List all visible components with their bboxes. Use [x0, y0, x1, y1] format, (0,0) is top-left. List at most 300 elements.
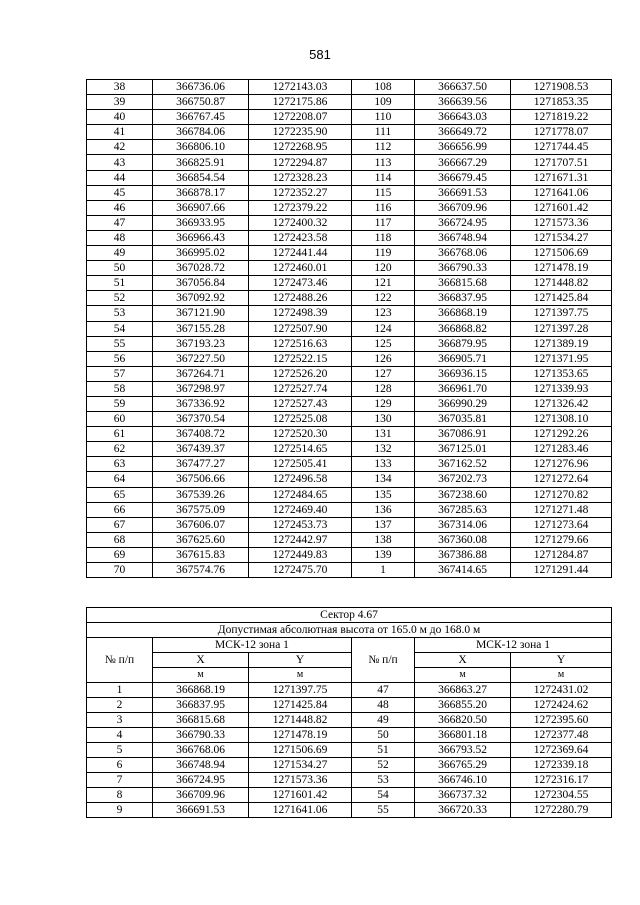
table-cell: 55 [352, 803, 415, 818]
table-cell: 367238.60 [415, 487, 511, 502]
table-cell: 123 [352, 306, 415, 321]
table-cell: 367360.08 [415, 532, 511, 547]
table-row [87, 155, 612, 170]
table-cell: 7 [87, 773, 153, 788]
table-cell: 70 [87, 563, 153, 578]
table-cell: 367264.71 [153, 366, 249, 381]
table-cell: 366868.19 [415, 306, 511, 321]
table-cell: 1271641.06 [511, 185, 612, 200]
table-cell: 133 [352, 457, 415, 472]
height-range: Допустимая абсолютная высота от 165.0 м до 168.0 м [87, 623, 612, 638]
table-row [87, 442, 612, 457]
table-cell: 1271292.26 [511, 427, 612, 442]
table-cell: 68 [87, 532, 153, 547]
table-cell: 135 [352, 487, 415, 502]
table-cell: 366820.50 [415, 713, 511, 728]
table-row [87, 170, 612, 185]
table-cell: 56 [87, 351, 153, 366]
table-cell: 134 [352, 472, 415, 487]
table-cell: 366907.66 [153, 200, 249, 215]
sector-title: Сектор 4.67 [87, 608, 612, 623]
table-cell: 1272268.95 [249, 140, 352, 155]
table-cell: 367314.06 [415, 517, 511, 532]
table-cell: 366855.20 [415, 698, 511, 713]
table-cell: 366868.19 [153, 683, 249, 698]
table-row [87, 472, 612, 487]
table-cell: 367477.27 [153, 457, 249, 472]
table-cell: 121 [352, 276, 415, 291]
table-cell: 367035.81 [415, 412, 511, 427]
table-cell: 41 [87, 125, 153, 140]
table-row [87, 80, 612, 95]
table-cell: 1271853.35 [511, 95, 612, 110]
table-cell: 367092.92 [153, 291, 249, 306]
table-cell: 1272304.55 [511, 788, 612, 803]
y-header-left: Y [249, 653, 352, 668]
table-cell: 366709.96 [415, 200, 511, 215]
table-cell: 1272424.62 [511, 698, 612, 713]
table-cell: 42 [87, 140, 153, 155]
table-cell: 109 [352, 95, 415, 110]
table-row [87, 110, 612, 125]
table-cell: 367336.92 [153, 396, 249, 411]
table-cell: 51 [87, 276, 153, 291]
table-cell: 64 [87, 472, 153, 487]
table-cell: 366825.91 [153, 155, 249, 170]
table-cell: 366790.33 [153, 728, 249, 743]
table-cell: 124 [352, 321, 415, 336]
table-cell: 49 [87, 246, 153, 261]
table-row [87, 743, 612, 758]
table-cell: 1272475.70 [249, 563, 352, 578]
table-cell: 1272460.01 [249, 261, 352, 276]
table-cell: 366933.95 [153, 215, 249, 230]
x-header-right: X [415, 653, 511, 668]
table-cell: 54 [87, 321, 153, 336]
table-cell: 1271601.42 [511, 200, 612, 215]
table-cell: 366720.33 [415, 803, 511, 818]
table-cell: 366691.53 [153, 803, 249, 818]
table-cell: 366790.33 [415, 261, 511, 276]
table-cell: 366679.45 [415, 170, 511, 185]
table-cell: 45 [87, 185, 153, 200]
table-cell: 1272235.90 [249, 125, 352, 140]
table-cell: 1271641.06 [249, 803, 352, 818]
table-cell: 1272441.44 [249, 246, 352, 261]
table-cell: 5 [87, 743, 153, 758]
table-cell: 366806.10 [153, 140, 249, 155]
table-cell: 50 [87, 261, 153, 276]
table-cell: 4 [87, 728, 153, 743]
table-cell: 366643.03 [415, 110, 511, 125]
table-cell: 367028.72 [153, 261, 249, 276]
table-row [87, 728, 612, 743]
table-cell: 1271326.42 [511, 396, 612, 411]
table-cell: 1272516.63 [249, 336, 352, 351]
table-cell: 1272316.17 [511, 773, 612, 788]
table-cell: 366837.95 [153, 698, 249, 713]
table-cell: 367298.97 [153, 381, 249, 396]
table-cell: 1271908.53 [511, 80, 612, 95]
table-cell: 52 [352, 758, 415, 773]
table-cell: 1271601.42 [249, 788, 352, 803]
table-cell: 1271353.65 [511, 366, 612, 381]
table-cell: 366656.99 [415, 140, 511, 155]
table-cell: 366709.96 [153, 788, 249, 803]
table-cell: 1272507.90 [249, 321, 352, 336]
unit-y-right: м [511, 668, 612, 683]
system-header-left: МСК-12 зона 1 [153, 638, 352, 653]
table-cell: 1272525.08 [249, 412, 352, 427]
table-cell: 116 [352, 200, 415, 215]
table-cell: 366815.68 [153, 713, 249, 728]
table-cell: 367086.91 [415, 427, 511, 442]
table-cell: 1272453.73 [249, 517, 352, 532]
table-row [87, 321, 612, 336]
table-cell: 1271272.64 [511, 472, 612, 487]
table-cell: 63 [87, 457, 153, 472]
table-row [87, 803, 612, 818]
table-cell: 1271506.69 [249, 743, 352, 758]
table-cell: 367155.28 [153, 321, 249, 336]
table-cell: 366649.72 [415, 125, 511, 140]
table-cell: 366793.52 [415, 743, 511, 758]
table-cell: 1271448.82 [249, 713, 352, 728]
table-row [87, 230, 612, 245]
table-cell: 367506.66 [153, 472, 249, 487]
table-cell: 1271534.27 [511, 230, 612, 245]
table-cell: 367125.01 [415, 442, 511, 457]
table-cell: 1271573.36 [511, 215, 612, 230]
table-cell: 117 [352, 215, 415, 230]
table-row [87, 773, 612, 788]
table-cell: 131 [352, 427, 415, 442]
table-cell: 114 [352, 170, 415, 185]
table-cell: 1272484.65 [249, 487, 352, 502]
table-cell: 366637.50 [415, 80, 511, 95]
table-cell: 366966.43 [153, 230, 249, 245]
num-header-right: № п/п [352, 638, 415, 683]
table-cell: 1271270.82 [511, 487, 612, 502]
num-header-left: № п/п [87, 638, 153, 683]
table-cell: 126 [352, 351, 415, 366]
table-cell: 367386.88 [415, 547, 511, 562]
table-cell: 1272280.79 [511, 803, 612, 818]
table-cell: 122 [352, 291, 415, 306]
table-cell: 367121.90 [153, 306, 249, 321]
table-cell: 366768.06 [153, 743, 249, 758]
table-row [87, 427, 612, 442]
table-cell: 366990.29 [415, 396, 511, 411]
table-cell: 1271397.75 [249, 683, 352, 698]
table-cell: 1272505.41 [249, 457, 352, 472]
table-cell: 120 [352, 261, 415, 276]
table-row [87, 788, 612, 803]
table-cell: 1271425.84 [249, 698, 352, 713]
table-cell: 1271744.45 [511, 140, 612, 155]
table-cell: 366691.53 [415, 185, 511, 200]
table-cell: 366748.94 [415, 230, 511, 245]
table-cell: 366768.06 [415, 246, 511, 261]
table-cell: 367539.26 [153, 487, 249, 502]
table-cell: 366746.10 [415, 773, 511, 788]
table-cell: 1272352.27 [249, 185, 352, 200]
table-row [87, 276, 612, 291]
table-cell: 3 [87, 713, 153, 728]
table-cell: 38 [87, 80, 153, 95]
page-number: 581 [309, 47, 331, 62]
table-cell: 137 [352, 517, 415, 532]
table-cell: 367575.09 [153, 502, 249, 517]
table-cell: 1 [352, 563, 415, 578]
table-cell: 366815.68 [415, 276, 511, 291]
table-cell: 366878.17 [153, 185, 249, 200]
table-cell: 130 [352, 412, 415, 427]
table-row [87, 698, 612, 713]
table-cell: 69 [87, 547, 153, 562]
table-row [87, 215, 612, 230]
table-cell: 1272208.07 [249, 110, 352, 125]
table-cell: 125 [352, 336, 415, 351]
table-row [87, 200, 612, 215]
table-cell: 1271448.82 [511, 276, 612, 291]
table-cell: 366765.29 [415, 758, 511, 773]
table-row [87, 713, 612, 728]
table-row [87, 381, 612, 396]
table-cell: 61 [87, 427, 153, 442]
table-cell: 1271707.51 [511, 155, 612, 170]
table-cell: 1271478.19 [249, 728, 352, 743]
table-cell: 366736.06 [153, 80, 249, 95]
table-cell: 1272400.32 [249, 215, 352, 230]
table-row [87, 306, 612, 321]
table-cell: 136 [352, 502, 415, 517]
table-cell: 8 [87, 788, 153, 803]
table-cell: 1271506.69 [511, 246, 612, 261]
table-cell: 366750.87 [153, 95, 249, 110]
table-cell: 1272328.23 [249, 170, 352, 185]
table-row [87, 547, 612, 562]
table-cell: 1272377.48 [511, 728, 612, 743]
table-row [87, 125, 612, 140]
table-cell: 39 [87, 95, 153, 110]
table-cell: 1271573.36 [249, 773, 352, 788]
unit-x-left: м [153, 668, 249, 683]
sector-4-67-table [86, 607, 612, 818]
table-cell: 47 [87, 215, 153, 230]
table-cell: 55 [87, 336, 153, 351]
table-cell: 1272294.87 [249, 155, 352, 170]
table-cell: 1272526.20 [249, 366, 352, 381]
table-cell: 139 [352, 547, 415, 562]
table-cell: 59 [87, 396, 153, 411]
table-row [87, 185, 612, 200]
table-row [87, 563, 612, 578]
table-cell: 128 [352, 381, 415, 396]
table-cell: 43 [87, 155, 153, 170]
table-cell: 1272143.03 [249, 80, 352, 95]
table-cell: 1272527.43 [249, 396, 352, 411]
table-cell: 366854.54 [153, 170, 249, 185]
table-cell: 48 [352, 698, 415, 713]
table-cell: 1272488.26 [249, 291, 352, 306]
table-cell: 366905.71 [415, 351, 511, 366]
table-cell: 49 [352, 713, 415, 728]
table-cell: 127 [352, 366, 415, 381]
table-cell: 58 [87, 381, 153, 396]
table-row [87, 95, 612, 110]
table-cell: 1272369.64 [511, 743, 612, 758]
table-cell: 1271308.10 [511, 412, 612, 427]
table-cell: 115 [352, 185, 415, 200]
table-cell: 1271273.64 [511, 517, 612, 532]
table-cell: 1271478.19 [511, 261, 612, 276]
table-cell: 62 [87, 442, 153, 457]
table-cell: 1272514.65 [249, 442, 352, 457]
table-cell: 367414.65 [415, 563, 511, 578]
table-cell: 366863.27 [415, 683, 511, 698]
table-row [87, 502, 612, 517]
table-cell: 366961.70 [415, 381, 511, 396]
table-row [87, 532, 612, 547]
table-cell: 1272522.15 [249, 351, 352, 366]
table-cell: 54 [352, 788, 415, 803]
table-cell: 40 [87, 110, 153, 125]
table-cell: 1271819.22 [511, 110, 612, 125]
table-cell: 366724.95 [153, 773, 249, 788]
table-cell: 53 [352, 773, 415, 788]
table-cell: 366995.02 [153, 246, 249, 261]
table-cell: 112 [352, 140, 415, 155]
table-cell: 1271291.44 [511, 563, 612, 578]
table-cell: 1272442.97 [249, 532, 352, 547]
table-cell: 1271778.07 [511, 125, 612, 140]
table-row [87, 487, 612, 502]
table-row [87, 412, 612, 427]
table-cell: 129 [352, 396, 415, 411]
table-cell: 1271534.27 [249, 758, 352, 773]
table-cell: 66 [87, 502, 153, 517]
table-cell: 366639.56 [415, 95, 511, 110]
table-cell: 1272496.58 [249, 472, 352, 487]
table-cell: 367227.50 [153, 351, 249, 366]
table-cell: 1271397.28 [511, 321, 612, 336]
table-cell: 1272473.46 [249, 276, 352, 291]
table-cell: 366936.15 [415, 366, 511, 381]
table-cell: 367574.76 [153, 563, 249, 578]
table-cell: 108 [352, 80, 415, 95]
table-cell: 1272423.58 [249, 230, 352, 245]
table-cell: 366837.95 [415, 291, 511, 306]
table-cell: 367408.72 [153, 427, 249, 442]
table-cell: 367285.63 [415, 502, 511, 517]
table-cell: 367370.54 [153, 412, 249, 427]
table-cell: 1272175.86 [249, 95, 352, 110]
table-cell: 366724.95 [415, 215, 511, 230]
table-cell: 367193.23 [153, 336, 249, 351]
table-cell: 1271339.93 [511, 381, 612, 396]
table-cell: 1272520.30 [249, 427, 352, 442]
table-row [87, 291, 612, 306]
table-cell: 138 [352, 532, 415, 547]
table-cell: 366879.95 [415, 336, 511, 351]
table-cell: 366748.94 [153, 758, 249, 773]
table-cell: 1271283.46 [511, 442, 612, 457]
table-cell: 1271276.96 [511, 457, 612, 472]
table-cell: 113 [352, 155, 415, 170]
table-cell: 57 [87, 366, 153, 381]
unit-x-right: м [415, 668, 511, 683]
table-cell: 367606.07 [153, 517, 249, 532]
table-cell: 367202.73 [415, 472, 511, 487]
table-cell: 366667.29 [415, 155, 511, 170]
table-cell: 6 [87, 758, 153, 773]
table-cell: 366767.45 [153, 110, 249, 125]
table-row [87, 758, 612, 773]
table-cell: 53 [87, 306, 153, 321]
table-row [87, 683, 612, 698]
table-cell: 1272449.83 [249, 547, 352, 562]
table-row [87, 396, 612, 411]
table-cell: 1272339.18 [511, 758, 612, 773]
table-cell: 110 [352, 110, 415, 125]
table-row [87, 517, 612, 532]
table-cell: 367162.52 [415, 457, 511, 472]
table-cell: 1271279.66 [511, 532, 612, 547]
table-cell: 1272527.74 [249, 381, 352, 396]
table-cell: 366801.18 [415, 728, 511, 743]
table-row [87, 366, 612, 381]
table-cell: 1272379.22 [249, 200, 352, 215]
table-cell: 366784.06 [153, 125, 249, 140]
system-header-right: МСК-12 зона 1 [415, 638, 612, 653]
table-cell: 60 [87, 412, 153, 427]
table-cell: 1271284.87 [511, 547, 612, 562]
table-cell: 367625.60 [153, 532, 249, 547]
table-cell: 44 [87, 170, 153, 185]
table-cell: 46 [87, 200, 153, 215]
table-row [87, 246, 612, 261]
table-cell: 65 [87, 487, 153, 502]
table-cell: 1271389.19 [511, 336, 612, 351]
table-cell: 50 [352, 728, 415, 743]
table-cell: 367615.83 [153, 547, 249, 562]
table-cell: 48 [87, 230, 153, 245]
table-cell: 132 [352, 442, 415, 457]
table-cell: 1272431.02 [511, 683, 612, 698]
table-cell: 1272469.40 [249, 502, 352, 517]
table-cell: 366737.32 [415, 788, 511, 803]
table-row [87, 457, 612, 472]
table-cell: 111 [352, 125, 415, 140]
y-header-right: Y [511, 653, 612, 668]
table-cell: 9 [87, 803, 153, 818]
table-row [87, 261, 612, 276]
table-cell: 119 [352, 246, 415, 261]
table-row [87, 336, 612, 351]
table-cell: 1271271.48 [511, 502, 612, 517]
table-cell: 52 [87, 291, 153, 306]
table-row [87, 351, 612, 366]
table-cell: 1272395.60 [511, 713, 612, 728]
table-cell: 2 [87, 698, 153, 713]
table-cell: 1271397.75 [511, 306, 612, 321]
table-cell: 1272498.39 [249, 306, 352, 321]
table-cell: 118 [352, 230, 415, 245]
table-cell: 1271671.31 [511, 170, 612, 185]
table-cell: 366868.82 [415, 321, 511, 336]
x-header-left: X [153, 653, 249, 668]
